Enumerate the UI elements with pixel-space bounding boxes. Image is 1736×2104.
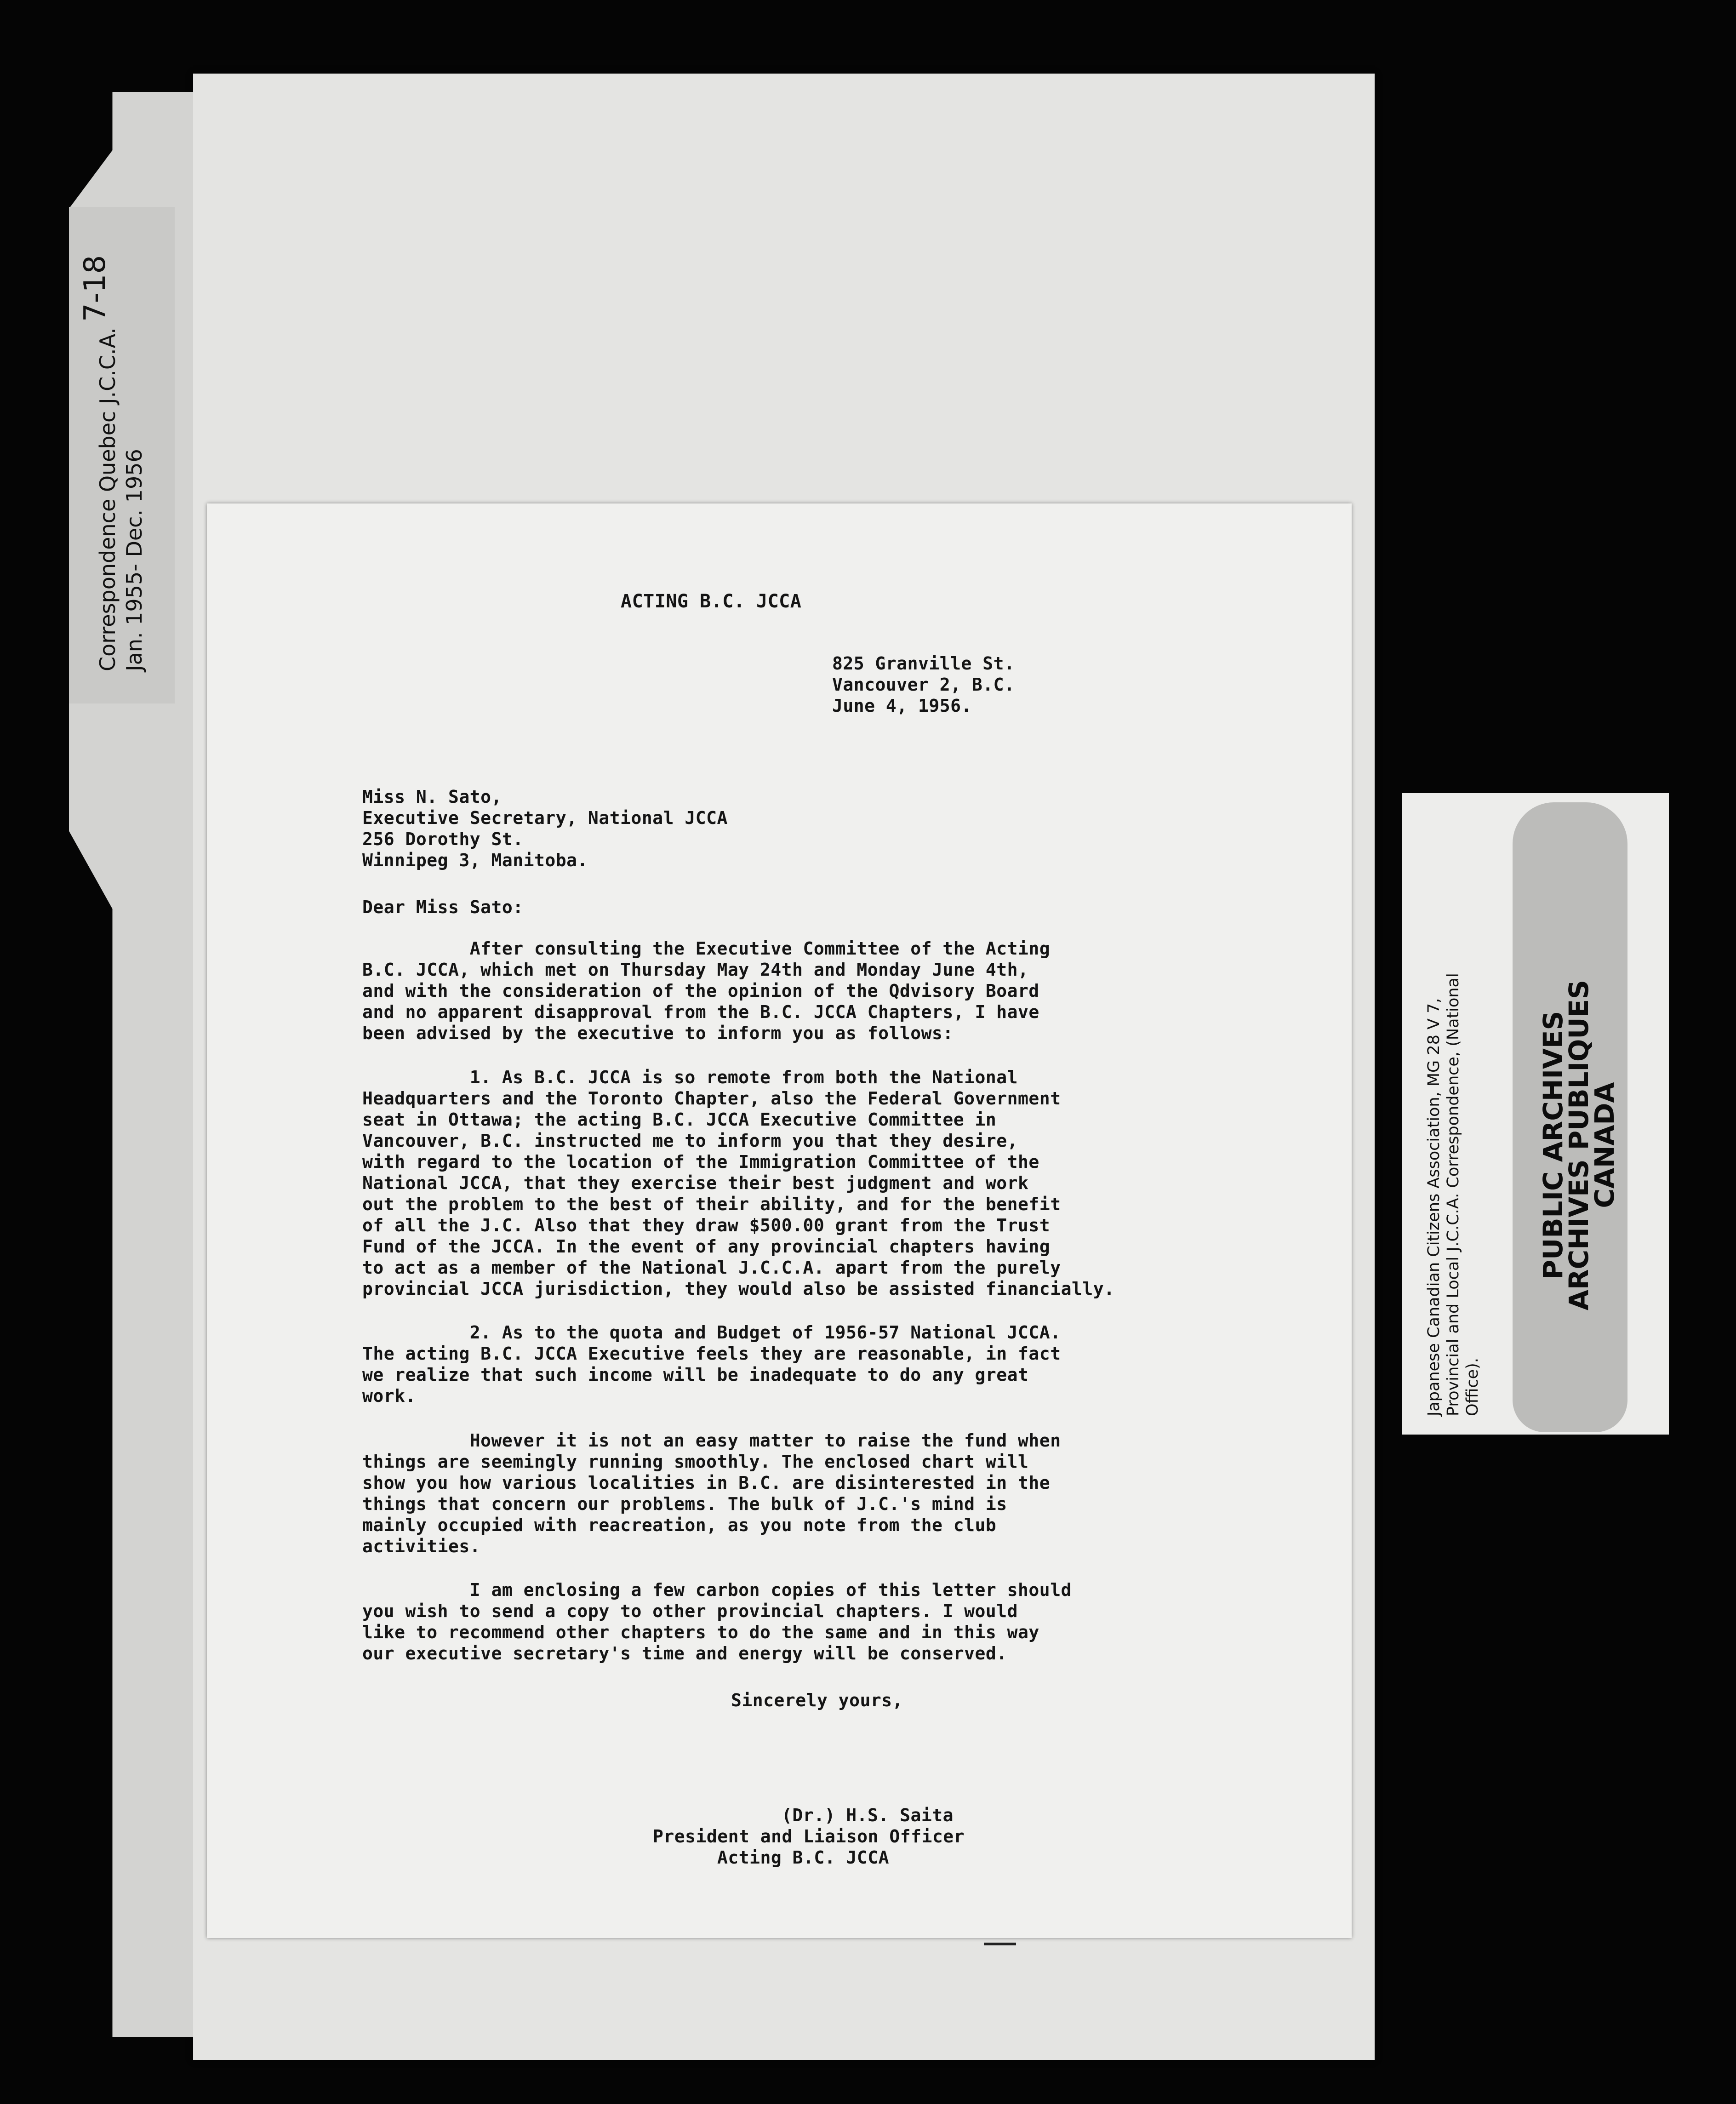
folder-label-line2 (121, 616, 148, 671)
address-line: June 4, 1956. (832, 696, 972, 716)
body-line: with regard to the location of the Immigration Committee of the (362, 1152, 1039, 1172)
stamp-line: CANADA (1589, 1082, 1620, 1208)
body-line: activities. (362, 1536, 481, 1556)
body-line: provincial JCCA jurisdiction, they would also be assisted financially. (362, 1279, 1115, 1299)
salutation: Dear Miss Sato: (362, 897, 524, 917)
body-line: Vancouver, B.C. instructed me to inform you that they desire, (362, 1131, 1018, 1151)
recipient-line: Executive Secretary, National JCCA (362, 808, 728, 828)
signature-line: (Dr.) H.S. Saita (782, 1805, 954, 1825)
body-line: However it is not an easy matter to raise the fund when (362, 1430, 1061, 1451)
body-line: and no apparent disapproval from the B.C. JCCA Chapters, I have (362, 1002, 1039, 1022)
stray-mark (984, 1943, 1016, 1945)
folder-number: 7-18 (78, 255, 112, 322)
body-line: things are seemingly running smoothly. The enclosed chart will (362, 1452, 1029, 1472)
body-line: things that concern our problems. The bulk of J.C.'s mind is (362, 1494, 1007, 1514)
signature-line: President and Liaison Officer (653, 1826, 965, 1847)
caption-line: Provincial and Local J.C.C.A. Correspondence, (National (1444, 973, 1462, 1416)
signature-line: Acting B.C. JCCA (717, 1847, 890, 1868)
body-line: to act as a member of the National J.C.C.A. apart from the purely (362, 1258, 1061, 1278)
recipient-line: Miss N. Sato, (362, 787, 502, 807)
body-line: and with the consideration of the opinion of the Qdvisory Board (362, 981, 1039, 1001)
body-line: The acting B.C. JCCA Executive feels they are reasonable, in fact (362, 1344, 1061, 1364)
body-line: been advised by the executive to inform you as follows: (362, 1023, 954, 1043)
body-line: Fund of the JCCA. In the event of any provincial chapters having (362, 1236, 1051, 1257)
body-line: 2. As to the quota and Budget of 1956-57 National JCCA. (362, 1322, 1061, 1343)
stamp-line: ARCHIVES PUBLIQUES (1563, 980, 1594, 1310)
body-line: work. (362, 1386, 416, 1406)
body-line: out the problem to the best of their ability, and for the benefit (362, 1194, 1061, 1214)
body-line: like to recommend other chapters to do the same and in this way (362, 1622, 1039, 1642)
body-line: I am enclosing a few carbon copies of this letter should (362, 1580, 1072, 1600)
caption-line: Japanese Canadian Citizens Association, MG 28 V 7, (1425, 998, 1443, 1416)
body-line: our executive secretary's time and energy will be conserved. (362, 1643, 1007, 1664)
body-line: show you how various localities in B.C. are disinterested in the (362, 1473, 1051, 1493)
address-line: 825 Granville St. (832, 653, 1015, 674)
body-line: we realize that such income will be inadequate to do any great (362, 1365, 1029, 1385)
body-line: Headquarters and the Toronto Chapter, also the Federal Government (362, 1088, 1061, 1109)
body-line: of all the J.C. Also that they draw $500.00 grant from the Trust (362, 1215, 1051, 1235)
caption-line: Office). (1463, 1358, 1482, 1416)
body-line: B.C. JCCA, which met on Thursday May 24th and Monday June 4th, (362, 960, 1029, 980)
letter-heading: ACTING B.C. JCCA (621, 591, 802, 612)
folder-label (94, 616, 148, 671)
body-line: After consulting the Executive Committee of the Acting (362, 938, 1051, 959)
body-line: mainly occupied with reacreation, as you note from the club (362, 1515, 997, 1535)
body-line: you wish to send a copy to other provincial chapters. I would (362, 1601, 1018, 1621)
letter-page (207, 503, 1352, 1938)
body-line: 1. As B.C. JCCA is so remote from both the National (362, 1067, 1018, 1087)
archive-caption (1424, 973, 1482, 1416)
recipient-line: Winnipeg 3, Manitoba. (362, 850, 588, 870)
address-line: Vancouver 2, B.C. (832, 675, 1015, 695)
body-line: National JCCA, that they exercise their best judgment and work (362, 1173, 1029, 1193)
archive-stamp-text (1537, 980, 1620, 1310)
closing: Sincerely yours, (731, 1690, 903, 1710)
body-line: seat in Ottawa; the acting B.C. JCCA Executive Committee in (362, 1109, 997, 1130)
recipient-line: 256 Dorothy St. (362, 829, 524, 849)
folder-label-line1 (94, 616, 121, 671)
stamp-line: PUBLIC ARCHIVES (1537, 1011, 1569, 1280)
